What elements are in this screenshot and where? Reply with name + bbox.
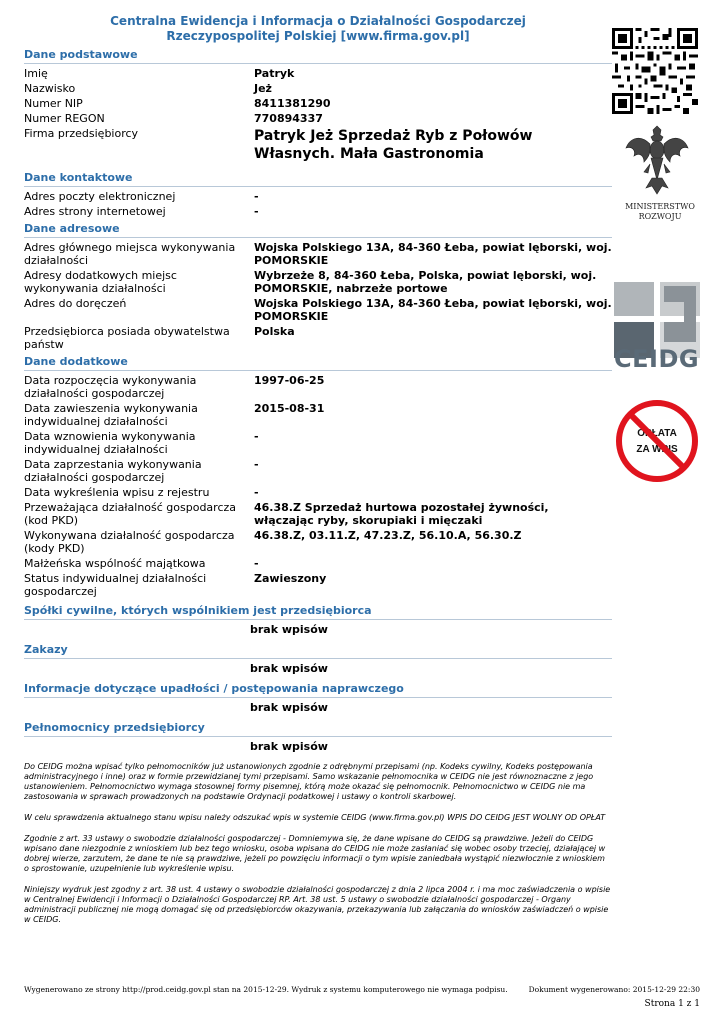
ministry-line-2: ROZWOJU — [638, 212, 682, 221]
ministry-logo-text — [605, 202, 715, 222]
field-label: Małżeńska wspólność majątkowa — [24, 557, 206, 570]
field-label: Data zaprzestania wykonywania działalności gospodarczej — [24, 458, 202, 484]
field-value: 46.38.Z Sprzedaż hurtowa pozostałej żywności, włączając ryby, skorupiaki i mięczaki — [254, 501, 549, 527]
section-dane-adresowe — [24, 220, 612, 351]
no-fee-stamp-icon — [612, 396, 702, 486]
field-nazwisko — [24, 82, 612, 95]
field-value: Wojska Polskiego 13A, 84-360 Łeba, powiat lęborski, woj. POMORSKIE — [254, 241, 612, 267]
field-data-zawieszenia — [24, 402, 612, 428]
field-data-zaprzestania — [24, 458, 612, 484]
field-status — [24, 572, 612, 598]
field-value: Wojska Polskiego 13A, 84-360 Łeba, powiat lęborski, woj. POMORSKIE — [254, 297, 612, 323]
field-email — [24, 190, 612, 203]
section-title: Dane kontaktowe — [24, 169, 612, 187]
section-title: Spółki cywilne, których wspólnikiem jest przedsiębiorca — [24, 602, 612, 620]
section-spolki-cywilne — [24, 602, 612, 637]
section-dane-kontaktowe — [24, 169, 612, 218]
note-paragraph: Zgodnie z art. 33 ustawy o swobodzie działalności gospodarczej - Domniemywa się, że dane wpisane do CEIDG są prawdziwe. Jeżeli do CEIDG wpisano dane niezgodnie z wnioskiem lub bez tego wniosku, osoba wpisana do CEIDG nie może zasłaniać się wobec osoby trzeciej, działającej w dobrej wierze, zarzutem, że dane te nie są prawdziwe, jeżeli po powzięciu informacji o tym wpisie zaniedbała wystąpić niezwłocznie z wnioskiem o sprostowanie, uzupełnienie lub wykreślenie wpisu. — [24, 834, 606, 873]
empty-entries: brak wpisów — [250, 662, 328, 675]
field-pkd-przewazajace — [24, 501, 612, 527]
field-label: Wykonywana działalność gospodarcza (kody PKD) — [24, 529, 235, 555]
field-obywatelstwo — [24, 325, 612, 351]
field-label: Status indywidualnej działalności gospodarczej — [24, 572, 207, 598]
field-imie — [24, 67, 612, 80]
field-label: Numer NIP — [24, 97, 83, 110]
field-regon — [24, 112, 612, 125]
section-dane-dodatkowe — [24, 353, 612, 598]
company-name: Patryk Jeż Sprzedaż Ryb z Połowów Własnych. Mała Gastronomia — [254, 128, 533, 162]
note-paragraph: Niniejszy wydruk jest zgodny z art. 38 ust. 4 ustawy o swobodzie działalności gospodarczej z dnia 2 lipca 2004 r. i ma moc zaświadczenia o wpisie w Centralnej Ewidencji i Informacji o Działalności Gospodarczej RP. Art. 38 ust. 5 ustawy o swobodzie działalności gospodarczej - Organy administracji publicznej nie mogą domagać się od przedsiębiorców okazywania, przekazywania lub załączania do wniosków zaświadczeń o wpisie w CEIDG. — [24, 885, 611, 924]
document-header — [24, 14, 612, 44]
field-www — [24, 205, 612, 218]
document-content — [24, 46, 612, 936]
field-value: - — [254, 430, 259, 443]
qr-code-icon — [612, 28, 698, 114]
field-value: 8411381290 — [254, 97, 331, 110]
field-label: Adresy dodatkowych miejsc wykonywania działalności — [24, 269, 177, 295]
field-value: Wybrzeże 8, 84-360 Łeba, Polska, powiat lęborski, woj. POMORSKIE, nabrzeże portowe — [254, 269, 597, 295]
polish-eagle-emblem-icon — [622, 120, 692, 200]
field-label: Adres głównego miejsca wykonywania działalności — [24, 241, 236, 267]
field-label: Data zawieszenia wykonywania indywidualnej działalności — [24, 402, 198, 428]
field-value: - — [254, 190, 259, 203]
field-label: Firma przedsiębiorcy — [24, 127, 139, 140]
empty-entries: brak wpisów — [250, 623, 328, 636]
footer-generated-date: Dokument wygenerowano: 2015-12-29 22:30 — [528, 985, 700, 994]
stamp-line-2: ZA WPIS — [636, 444, 678, 455]
field-value: 1997-06-25 — [254, 374, 325, 387]
stamp-line-1: OPŁATA — [637, 428, 677, 439]
field-firma — [24, 127, 612, 163]
note-paragraph: W celu sprawdzenia aktualnego stanu wpisu należy odszukać wpis w systemie CEIDG (www.firma.gov.pl) WPIS DO CEIDG JEST WOLNY OD OPŁAT — [24, 813, 606, 822]
field-label: Przeważająca działalność gospodarcza (kod PKD) — [24, 501, 237, 527]
field-adres-glowny — [24, 241, 612, 267]
field-adres-doreczen — [24, 297, 612, 323]
field-label: Numer REGON — [24, 112, 105, 125]
field-label: Przedsiębiorca posiada obywatelstwa państw — [24, 325, 230, 351]
empty-entries: brak wpisów — [250, 740, 328, 753]
section-title: Dane adresowe — [24, 220, 612, 238]
field-label: Nazwisko — [24, 82, 76, 95]
field-label: Adres do doręczeń — [24, 297, 127, 310]
section-title: Pełnomocnicy przedsiębiorcy — [24, 719, 612, 737]
field-label: Data wykreślenia wpisu z rejestru — [24, 486, 210, 499]
section-title: Dane dodatkowe — [24, 353, 612, 371]
field-value: 2015-08-31 — [254, 402, 325, 415]
empty-entries: brak wpisów — [250, 701, 328, 714]
section-pelnomocnicy — [24, 719, 612, 754]
ministry-line-1: MINISTERSTWO — [625, 202, 695, 211]
field-label: Adres strony internetowej — [24, 205, 166, 218]
header-line-1: Centralna Ewidencja i Informacja o Działalności Gospodarczej — [110, 14, 526, 28]
section-dane-podstawowe — [24, 46, 612, 163]
field-nip — [24, 97, 612, 110]
section-title: Dane podstawowe — [24, 46, 612, 64]
field-label: Data wznowienia wykonywania indywidualnej działalności — [24, 430, 196, 456]
field-value: Patryk — [254, 67, 295, 80]
header-line-2: Rzeczypospolitej Polskiej [www.firma.gov.pl] — [166, 29, 470, 43]
field-value: - — [254, 205, 259, 218]
field-pkd-wykonywane — [24, 529, 612, 555]
field-value: 770894337 — [254, 112, 323, 125]
page-number: Strona 1 z 1 — [644, 999, 700, 1009]
field-label: Imię — [24, 67, 48, 80]
field-value: - — [254, 486, 259, 499]
field-wspolnosc-majatkowa — [24, 557, 612, 570]
section-upadlosc — [24, 680, 612, 715]
field-label: Data rozpoczęcia wykonywania działalności gospodarczej — [24, 374, 197, 400]
section-title: Zakazy — [24, 641, 612, 659]
section-title: Informacje dotyczące upadłości / postępowania naprawczego — [24, 680, 612, 698]
field-value: - — [254, 557, 259, 570]
field-adresy-dodatkowe — [24, 269, 612, 295]
field-value: - — [254, 458, 259, 471]
field-data-rozpoczecia — [24, 374, 612, 400]
field-value: Polska — [254, 325, 295, 338]
legal-notes — [24, 762, 612, 925]
section-zakazy — [24, 641, 612, 676]
field-data-wznowienia — [24, 430, 612, 456]
field-data-wykreslenia — [24, 486, 612, 499]
ceidg-logo-text: CEIDG — [614, 345, 700, 373]
field-label: Adres poczty elektronicznej — [24, 190, 176, 203]
note-paragraph: Do CEIDG można wpisać tylko pełnomocników już ustanowionych zgodnie z odrębnymi przepisami (np. Kodeks cywilny, Kodeks postępowania administracyjnego i inne) oraz w formie przewidzianej tymi przepisami. Samo wskazanie pełnomocnika w CEIDG nie jest równoznaczne z jego ustanowieniem. Pełnomocnictwo wymaga stosownej formy pisemnej, którą może okazać się pełnomocnik. Pełnomocnictwo w CEIDG nie ma zastosowania w sprawach prowadzonych na podstawie Ordynacji podatkowej i ustawy o kontroli skarbowej. — [24, 762, 594, 801]
footer-generated-note: Wygenerowano ze strony http://prod.ceidg.gov.pl stan na 2015-12-29. Wydruk z systemu komputerowego nie wymaga podpisu. — [24, 985, 508, 994]
field-value: 46.38.Z, 03.11.Z, 47.23.Z, 56.10.A, 56.30.Z — [254, 529, 522, 542]
field-value: Zawieszony — [254, 572, 327, 585]
field-value: Jeż — [254, 82, 272, 95]
